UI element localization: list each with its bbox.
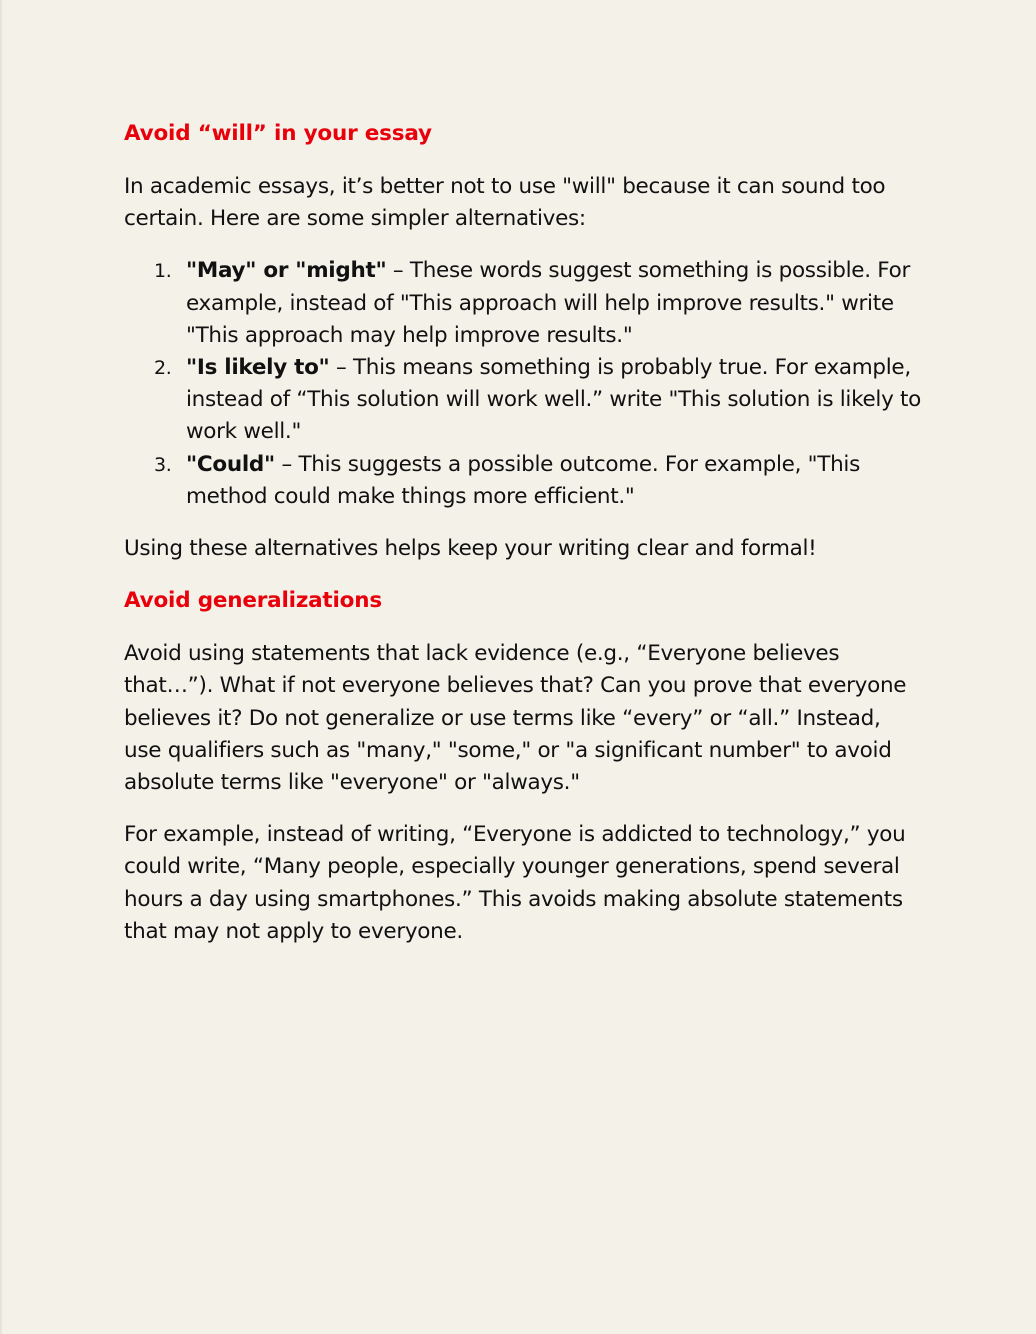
alternatives-list: [124, 255, 924, 513]
generalizations-paragraph: Avoid using statements that lack evidence (e.g., “Everyone believes that…”). What if not everyone believes that? Can you prove that everyone believes it? Do not generalize or use terms like “every” or “all.” Instead, use qualifiers such as "many," "some," or "a significant number" to avoid absolute terms like "everyone" or "always.": [124, 641, 907, 796]
list-item: [124, 352, 924, 449]
section-heading-generalizations: Avoid generalizations: [124, 588, 382, 614]
intro-paragraph: In academic essays, it’s better not to use "will" because it can sound too certain. Here are some simpler alternatives:: [124, 174, 886, 232]
list-item: [124, 449, 924, 513]
list-item-text: – This suggests a possible outcome. For example, "This method could make things more efficient.": [186, 451, 860, 509]
list-item-term: "Is likely to": [186, 355, 330, 381]
closing-paragraph: Using these alternatives helps keep your writing clear and formal!: [124, 536, 817, 562]
page-edge: [0, 0, 2, 1334]
list-item-text: – These words suggest something is possible. For example, instead of "This approach will help improve results." write "This approach may help improve results.": [186, 258, 910, 348]
list-item-term: "May" or "might": [186, 258, 387, 284]
list-item-number: 3.: [154, 453, 172, 476]
list-item: [124, 255, 924, 352]
list-item-number: 2.: [154, 357, 172, 380]
section-heading-will: Avoid “will” in your essay: [124, 121, 432, 146]
list-item-number: 1.: [154, 260, 172, 283]
list-item-text: – This means something is probably true. For example, instead of “This solution will work well.” write "This solution is likely to work well.": [186, 355, 922, 445]
list-item-term: "Could": [186, 451, 275, 477]
document-page: [124, 118, 924, 968]
example-paragraph: For example, instead of writing, “Everyone is addicted to technology,” you could write, “Many people, especially younger generations, spend several hours a day using smartphones.” This avoids making absolute statements that may not apply to everyone.: [124, 822, 906, 944]
